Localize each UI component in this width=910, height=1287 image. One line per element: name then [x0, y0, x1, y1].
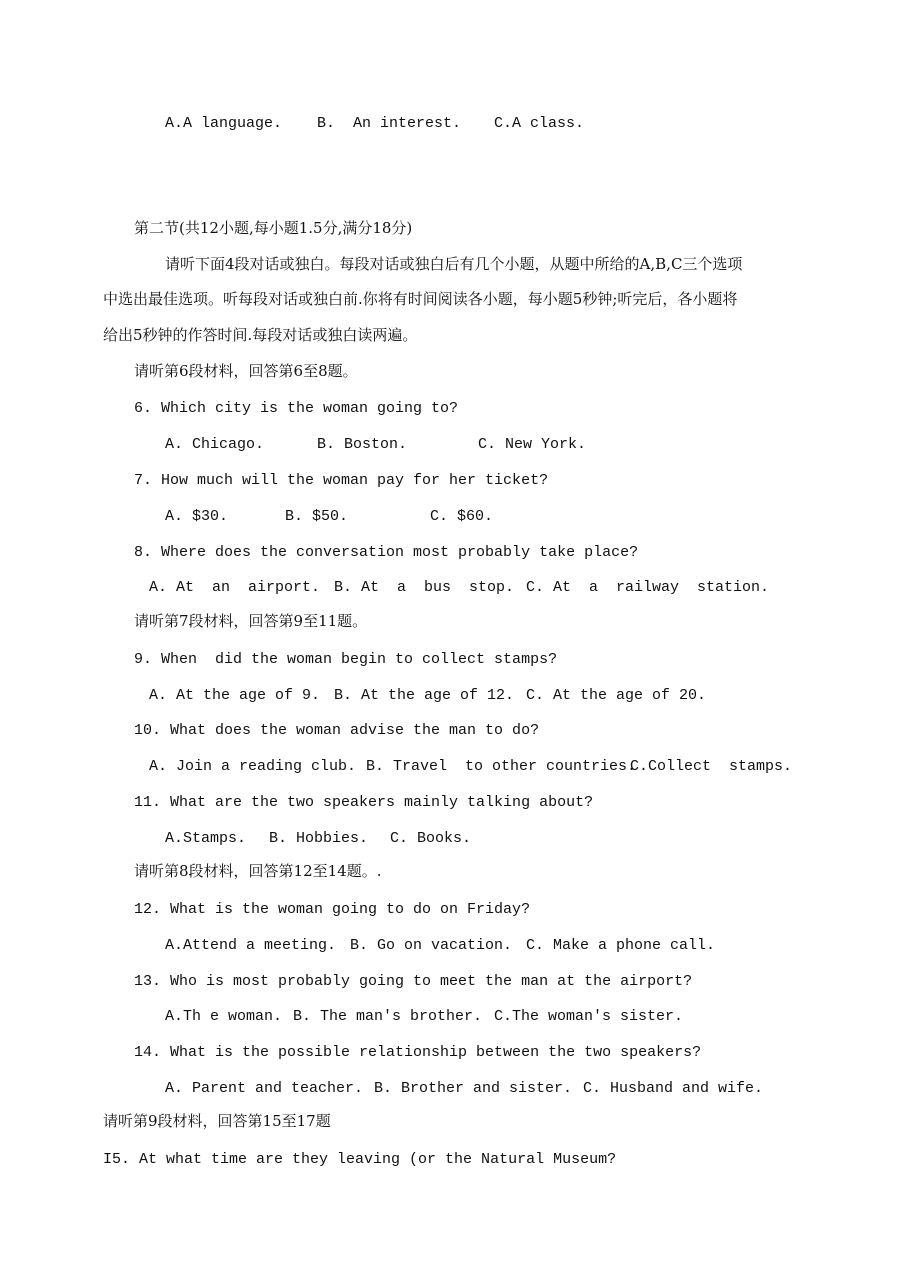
option-b: B. Hobbies.	[269, 830, 369, 847]
prev-option-c: C.A class.	[494, 115, 585, 132]
question: 10. What does the woman advise the man to do?	[134, 722, 540, 739]
option-a: A. At an airport.	[149, 579, 321, 596]
option-c: C. $60.	[430, 508, 494, 525]
question: 13. Who is most probably going to meet the man at the airport?	[134, 973, 693, 990]
option-a: A. At the age of 9.	[149, 687, 321, 704]
option-b: B. At a bus stop.	[334, 579, 515, 596]
option-b: B. Boston.	[317, 436, 408, 453]
option-c: C. At a railway station.	[526, 579, 770, 596]
question: I5. At what time are they leaving (or the Natural Museum?	[103, 1151, 617, 1168]
question: 9. When did the woman begin to collect stamps?	[134, 651, 558, 668]
option-b: B. Brother and sister.	[374, 1080, 573, 1097]
prev-option-b: B. An interest.	[317, 115, 462, 132]
option-a: A.Th e woman.	[165, 1008, 283, 1025]
option-c: C. New York.	[478, 436, 587, 453]
option-b: B. At the age of 12.	[334, 687, 515, 704]
question: 12. What is the woman going to do on Friday?	[134, 901, 531, 918]
question: 14. What is the possible relationship between the two speakers?	[134, 1044, 702, 1061]
option-b: B. The man's brother.	[293, 1008, 483, 1025]
section-title: 第二节(共12小题,每小题1.5分,满分18分)	[134, 219, 413, 237]
option-c: C. Make a phone call.	[526, 937, 716, 954]
option-c: C. Husband and wife.	[583, 1080, 764, 1097]
option-c: C.The woman's sister.	[494, 1008, 684, 1025]
option-a: A. Parent and teacher.	[165, 1080, 364, 1097]
group-label: 请听第6段材料，回答第6至8题。	[134, 362, 358, 380]
option-c: C. Books.	[390, 830, 472, 847]
group-label: 请听第7段材料，回答第9至11题。	[134, 612, 368, 630]
option-b: B. Go on vacation.	[350, 937, 513, 954]
option-a: A. $30.	[165, 508, 229, 525]
question: 8. Where does the conversation most probably take place?	[134, 544, 639, 561]
option-a: A.Stamps.	[165, 830, 247, 847]
instruction-line-2: 中选出最佳选项。听每段对话或独白前.你将有时间阅读各小题，每小题5秒钟;听完后，各小题将	[103, 290, 738, 308]
option-c: C. At the age of 20.	[526, 687, 707, 704]
prev-option-a: A.A language.	[165, 115, 283, 132]
option-a: A.Attend a meeting.	[165, 937, 337, 954]
instruction-line-1: 请听下面4段对话或独白。每段对话或独白后有几个小题，从题中所给的A,B,C三个选项	[165, 255, 743, 273]
instruction-line-3: 给出5秒钟的作答时间.每段对话或独白读两遍。	[103, 326, 418, 344]
group-label: 请听第8段材料，回答第12至14题。.	[134, 862, 382, 880]
question: 11. What are the two speakers mainly talking about?	[134, 794, 594, 811]
option-b: B. $50.	[285, 508, 349, 525]
option-b: B. Travel to other countries.	[366, 758, 637, 775]
option-a: A. Chicago.	[165, 436, 265, 453]
question: 7. How much will the woman pay for her ticket?	[134, 472, 549, 489]
question: 6. Which city is the woman going to?	[134, 400, 459, 417]
group-label: 请听第9段材料，回答第15至17题	[103, 1112, 331, 1130]
option-c: C.Collect stamps.	[630, 758, 793, 775]
option-a: A. Join a reading club.	[149, 758, 357, 775]
